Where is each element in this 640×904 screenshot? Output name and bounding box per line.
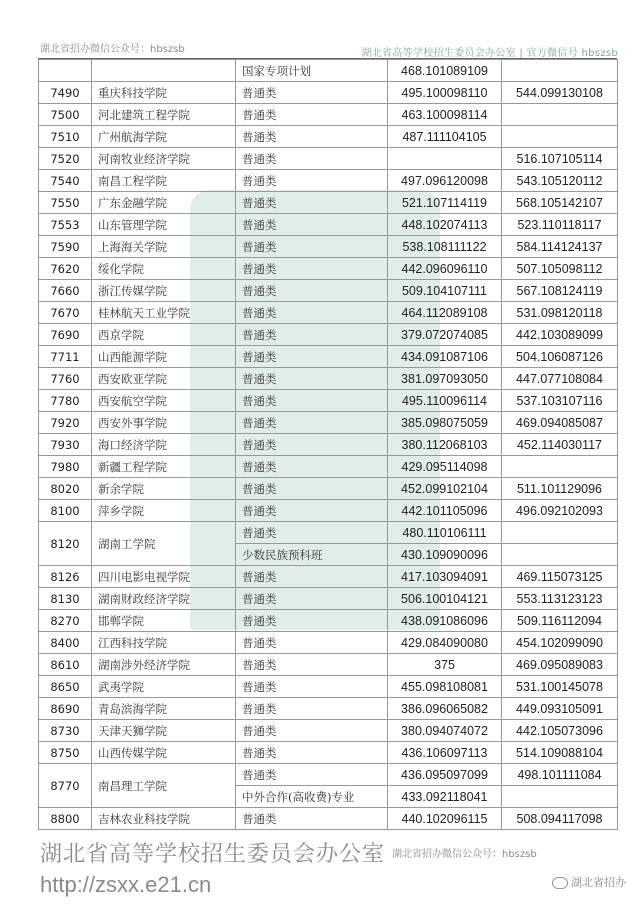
- school-code: 8690: [39, 698, 92, 720]
- table-row: [39, 456, 618, 478]
- school-code: 8100: [39, 500, 92, 522]
- category: 普通类: [236, 588, 388, 610]
- category: 普通类: [236, 192, 388, 214]
- school-name: 广州航海学院: [92, 126, 236, 148]
- school-name: 武夷学院: [92, 676, 236, 698]
- score-2: [502, 126, 618, 148]
- school-code: 7711: [39, 346, 92, 368]
- category: 普通类: [236, 632, 388, 654]
- table-row: [39, 368, 618, 390]
- score-2: 442.105073096: [502, 720, 618, 742]
- category: 普通类: [236, 676, 388, 698]
- category: 普通类: [236, 698, 388, 720]
- school-code: 8750: [39, 742, 92, 764]
- score-1: 381.097093050: [388, 368, 502, 390]
- school-code: 8270: [39, 610, 92, 632]
- table-row: [39, 742, 618, 764]
- school-name: 海口经济学院: [92, 434, 236, 456]
- school-code: 8020: [39, 478, 92, 500]
- score-2: 447.077108084: [502, 368, 618, 390]
- score-2: 543.105120112: [502, 170, 618, 192]
- score-1: 433.092118041: [388, 786, 502, 808]
- table-row: [39, 654, 618, 676]
- table-row: [39, 302, 618, 324]
- category: 普通类: [236, 126, 388, 148]
- score-2: [502, 104, 618, 126]
- score-2: 511.101129096: [502, 478, 618, 500]
- score-1: 430.109090096: [388, 544, 502, 566]
- school-code: 7510: [39, 126, 92, 148]
- school-name: 江西科技学院: [92, 632, 236, 654]
- table-row: [39, 214, 618, 236]
- category: 中外合作(高收费)专业: [236, 786, 388, 808]
- school-code: 7540: [39, 170, 92, 192]
- school-name: 重庆科技学院: [92, 82, 236, 104]
- score-1: 380.112068103: [388, 434, 502, 456]
- score-1: 375: [388, 654, 502, 676]
- table-row: [39, 588, 618, 610]
- category: 普通类: [236, 170, 388, 192]
- category: 普通类: [236, 82, 388, 104]
- score-2: 523.110118117: [502, 214, 618, 236]
- score-2: 452.114030117: [502, 434, 618, 456]
- school-name: 湖南工学院: [92, 522, 236, 566]
- school-name: 新余学院: [92, 478, 236, 500]
- score-2: 509.116112094: [502, 610, 618, 632]
- score-2: 531.100145078: [502, 676, 618, 698]
- table-row: [39, 610, 618, 632]
- school-code: 7520: [39, 148, 92, 170]
- school-code: 8126: [39, 566, 92, 588]
- score-2: 531.098120118: [502, 302, 618, 324]
- score-2: 537.103107116: [502, 390, 618, 412]
- table-row: [39, 148, 618, 170]
- table-row: [39, 720, 618, 742]
- score-1: 463.100098114: [388, 104, 502, 126]
- score-1: [388, 148, 502, 170]
- score-2: 442.103089099: [502, 324, 618, 346]
- school-name: 湖南财政经济学院: [92, 588, 236, 610]
- table-row: [39, 346, 618, 368]
- score-1: 386.096065082: [388, 698, 502, 720]
- table-row: [39, 434, 618, 456]
- school-code: 7920: [39, 412, 92, 434]
- score-2: 454.102099090: [502, 632, 618, 654]
- school-code: 7690: [39, 324, 92, 346]
- admission-scores-table: [38, 59, 618, 830]
- wechat-icon: [552, 877, 568, 889]
- table-row: [39, 60, 618, 82]
- school-name: 上海海关学院: [92, 236, 236, 258]
- category: 少数民族预科班: [236, 544, 388, 566]
- school-name: 吉林农业科技学院: [92, 808, 236, 830]
- score-1: 379.072074085: [388, 324, 502, 346]
- score-2: [502, 60, 618, 82]
- table-row: [39, 764, 618, 786]
- school-name: 绥化学院: [92, 258, 236, 280]
- score-2: [502, 786, 618, 808]
- school-name: 浙江传媒学院: [92, 280, 236, 302]
- table-row: [39, 390, 618, 412]
- school-code: 7930: [39, 434, 92, 456]
- score-1: 538.108111122: [388, 236, 502, 258]
- score-1: 429.095114098: [388, 456, 502, 478]
- score-2: [502, 544, 618, 566]
- category: 国家专项计划: [236, 60, 388, 82]
- score-1: 487.111104105: [388, 126, 502, 148]
- score-2: [502, 522, 618, 544]
- school-name: 西京学院: [92, 324, 236, 346]
- table-row: [39, 324, 618, 346]
- score-1: 429.084090080: [388, 632, 502, 654]
- table-row: [39, 104, 618, 126]
- category: 普通类: [236, 566, 388, 588]
- school-code: 7500: [39, 104, 92, 126]
- page-header: 湖北省高等学校招生委员会办公室 | 官方微信号 hbszsb: [361, 48, 618, 59]
- score-1: 442.101105096: [388, 500, 502, 522]
- score-2: 567.108124119: [502, 280, 618, 302]
- table-row: [39, 412, 618, 434]
- category: 普通类: [236, 412, 388, 434]
- category: 普通类: [236, 456, 388, 478]
- category: 普通类: [236, 280, 388, 302]
- school-name: 天津天狮学院: [92, 720, 236, 742]
- category: 普通类: [236, 302, 388, 324]
- category: 普通类: [236, 258, 388, 280]
- score-1: 495.110096114: [388, 390, 502, 412]
- score-2: 469.115073125: [502, 566, 618, 588]
- category: 普通类: [236, 324, 388, 346]
- score-2: 469.095089083: [502, 654, 618, 676]
- school-code: 7553: [39, 214, 92, 236]
- school-name: 四川电影电视学院: [92, 566, 236, 588]
- table-row: [39, 258, 618, 280]
- category: 普通类: [236, 764, 388, 786]
- school-code: 7980: [39, 456, 92, 478]
- category: 普通类: [236, 236, 388, 258]
- score-2: 568.105142107: [502, 192, 618, 214]
- category: 普通类: [236, 808, 388, 830]
- school-code: 8130: [39, 588, 92, 610]
- score-1: 455.098108081: [388, 676, 502, 698]
- school-name: 西安外事学院: [92, 412, 236, 434]
- score-1: 495.100098110: [388, 82, 502, 104]
- table-row: [39, 170, 618, 192]
- score-1: 436.106097113: [388, 742, 502, 764]
- table-row: [39, 280, 618, 302]
- footer-badge: [552, 874, 626, 890]
- school-name: 南昌理工学院: [92, 764, 236, 808]
- school-code: 8120: [39, 522, 92, 566]
- score-2: 496.092102093: [502, 500, 618, 522]
- score-1: 380.094074072: [388, 720, 502, 742]
- score-1: 464.112089108: [388, 302, 502, 324]
- score-2: 449.093105091: [502, 698, 618, 720]
- score-2: 498.101111084: [502, 764, 618, 786]
- school-code: 7550: [39, 192, 92, 214]
- score-1: 497.096120098: [388, 170, 502, 192]
- category: 普通类: [236, 368, 388, 390]
- school-code: 8770: [39, 764, 92, 808]
- school-name: 西安航空学院: [92, 390, 236, 412]
- category: 普通类: [236, 104, 388, 126]
- score-1: 468.101089109: [388, 60, 502, 82]
- school-code: 7760: [39, 368, 92, 390]
- category: 普通类: [236, 148, 388, 170]
- table-row: [39, 808, 618, 830]
- score-2: 544.099130108: [502, 82, 618, 104]
- school-code: [39, 60, 92, 82]
- category: 普通类: [236, 390, 388, 412]
- table-row: [39, 522, 618, 544]
- table-row: [39, 478, 618, 500]
- school-name: 河南牧业经济学院: [92, 148, 236, 170]
- score-2: 504.106087126: [502, 346, 618, 368]
- school-code: 7660: [39, 280, 92, 302]
- score-2: 507.105098112: [502, 258, 618, 280]
- table-row: [39, 192, 618, 214]
- wechat-watermark-bottom: 湖北省招办微信公众号：hbszsb: [392, 849, 537, 860]
- score-1: 385.098075059: [388, 412, 502, 434]
- school-code: 7670: [39, 302, 92, 324]
- category: 普通类: [236, 214, 388, 236]
- school-code: 7490: [39, 82, 92, 104]
- school-name: 邯郸学院: [92, 610, 236, 632]
- score-2: [502, 456, 618, 478]
- score-1: 480.110106111: [388, 522, 502, 544]
- score-1: 509.104107111: [388, 280, 502, 302]
- table-row: [39, 82, 618, 104]
- category: 普通类: [236, 500, 388, 522]
- score-2: 469.094085087: [502, 412, 618, 434]
- score-1: 434.091087106: [388, 346, 502, 368]
- table-row: [39, 500, 618, 522]
- school-name: 桂林航天工业学院: [92, 302, 236, 324]
- school-code: 8730: [39, 720, 92, 742]
- category: 普通类: [236, 654, 388, 676]
- score-1: 438.091086096: [388, 610, 502, 632]
- school-code: 8800: [39, 808, 92, 830]
- score-1: 452.099102104: [388, 478, 502, 500]
- score-2: 516.107105114: [502, 148, 618, 170]
- table-row: [39, 676, 618, 698]
- score-2: 584.114124137: [502, 236, 618, 258]
- table-row: [39, 126, 618, 148]
- score-1: 436.095097099: [388, 764, 502, 786]
- score-1: 440.102096115: [388, 808, 502, 830]
- school-name: 青岛滨海学院: [92, 698, 236, 720]
- score-2: 508.094117098: [502, 808, 618, 830]
- school-code: 7620: [39, 258, 92, 280]
- school-name: 南昌工程学院: [92, 170, 236, 192]
- office-watermark: 湖北省高等学校招生委员会办公室: [40, 842, 386, 867]
- school-code: 8650: [39, 676, 92, 698]
- school-name: 新疆工程学院: [92, 456, 236, 478]
- school-name: 湖南涉外经济学院: [92, 654, 236, 676]
- school-name: 河北建筑工程学院: [92, 104, 236, 126]
- category: 普通类: [236, 610, 388, 632]
- category: 普通类: [236, 742, 388, 764]
- table-row: [39, 236, 618, 258]
- category: 普通类: [236, 434, 388, 456]
- school-code: 7590: [39, 236, 92, 258]
- school-code: 8610: [39, 654, 92, 676]
- url-watermark: http://zsxx.e21.cn: [40, 872, 212, 897]
- footer-text: 湖北省招办: [571, 876, 626, 889]
- score-1: 521.107114119: [388, 192, 502, 214]
- category: 普通类: [236, 522, 388, 544]
- school-code: 7780: [39, 390, 92, 412]
- school-name: 山西传媒学院: [92, 742, 236, 764]
- wechat-watermark-top: 湖北省招办微信公众号：hbszsb: [40, 44, 185, 55]
- score-2: 553.113123123: [502, 588, 618, 610]
- category: 普通类: [236, 346, 388, 368]
- score-2: 514.109088104: [502, 742, 618, 764]
- category: 普通类: [236, 478, 388, 500]
- school-name: 西安欧亚学院: [92, 368, 236, 390]
- school-name: [92, 60, 236, 82]
- category: 普通类: [236, 720, 388, 742]
- school-name: 山东管理学院: [92, 214, 236, 236]
- school-name: 山西能源学院: [92, 346, 236, 368]
- table-row: [39, 566, 618, 588]
- school-code: 8400: [39, 632, 92, 654]
- school-name: 广东金融学院: [92, 192, 236, 214]
- score-1: 417.103094091: [388, 566, 502, 588]
- table-row: [39, 632, 618, 654]
- score-1: 448.102074113: [388, 214, 502, 236]
- score-1: 506.100104121: [388, 588, 502, 610]
- school-name: 萍乡学院: [92, 500, 236, 522]
- score-1: 442.096096110: [388, 258, 502, 280]
- table-row: [39, 698, 618, 720]
